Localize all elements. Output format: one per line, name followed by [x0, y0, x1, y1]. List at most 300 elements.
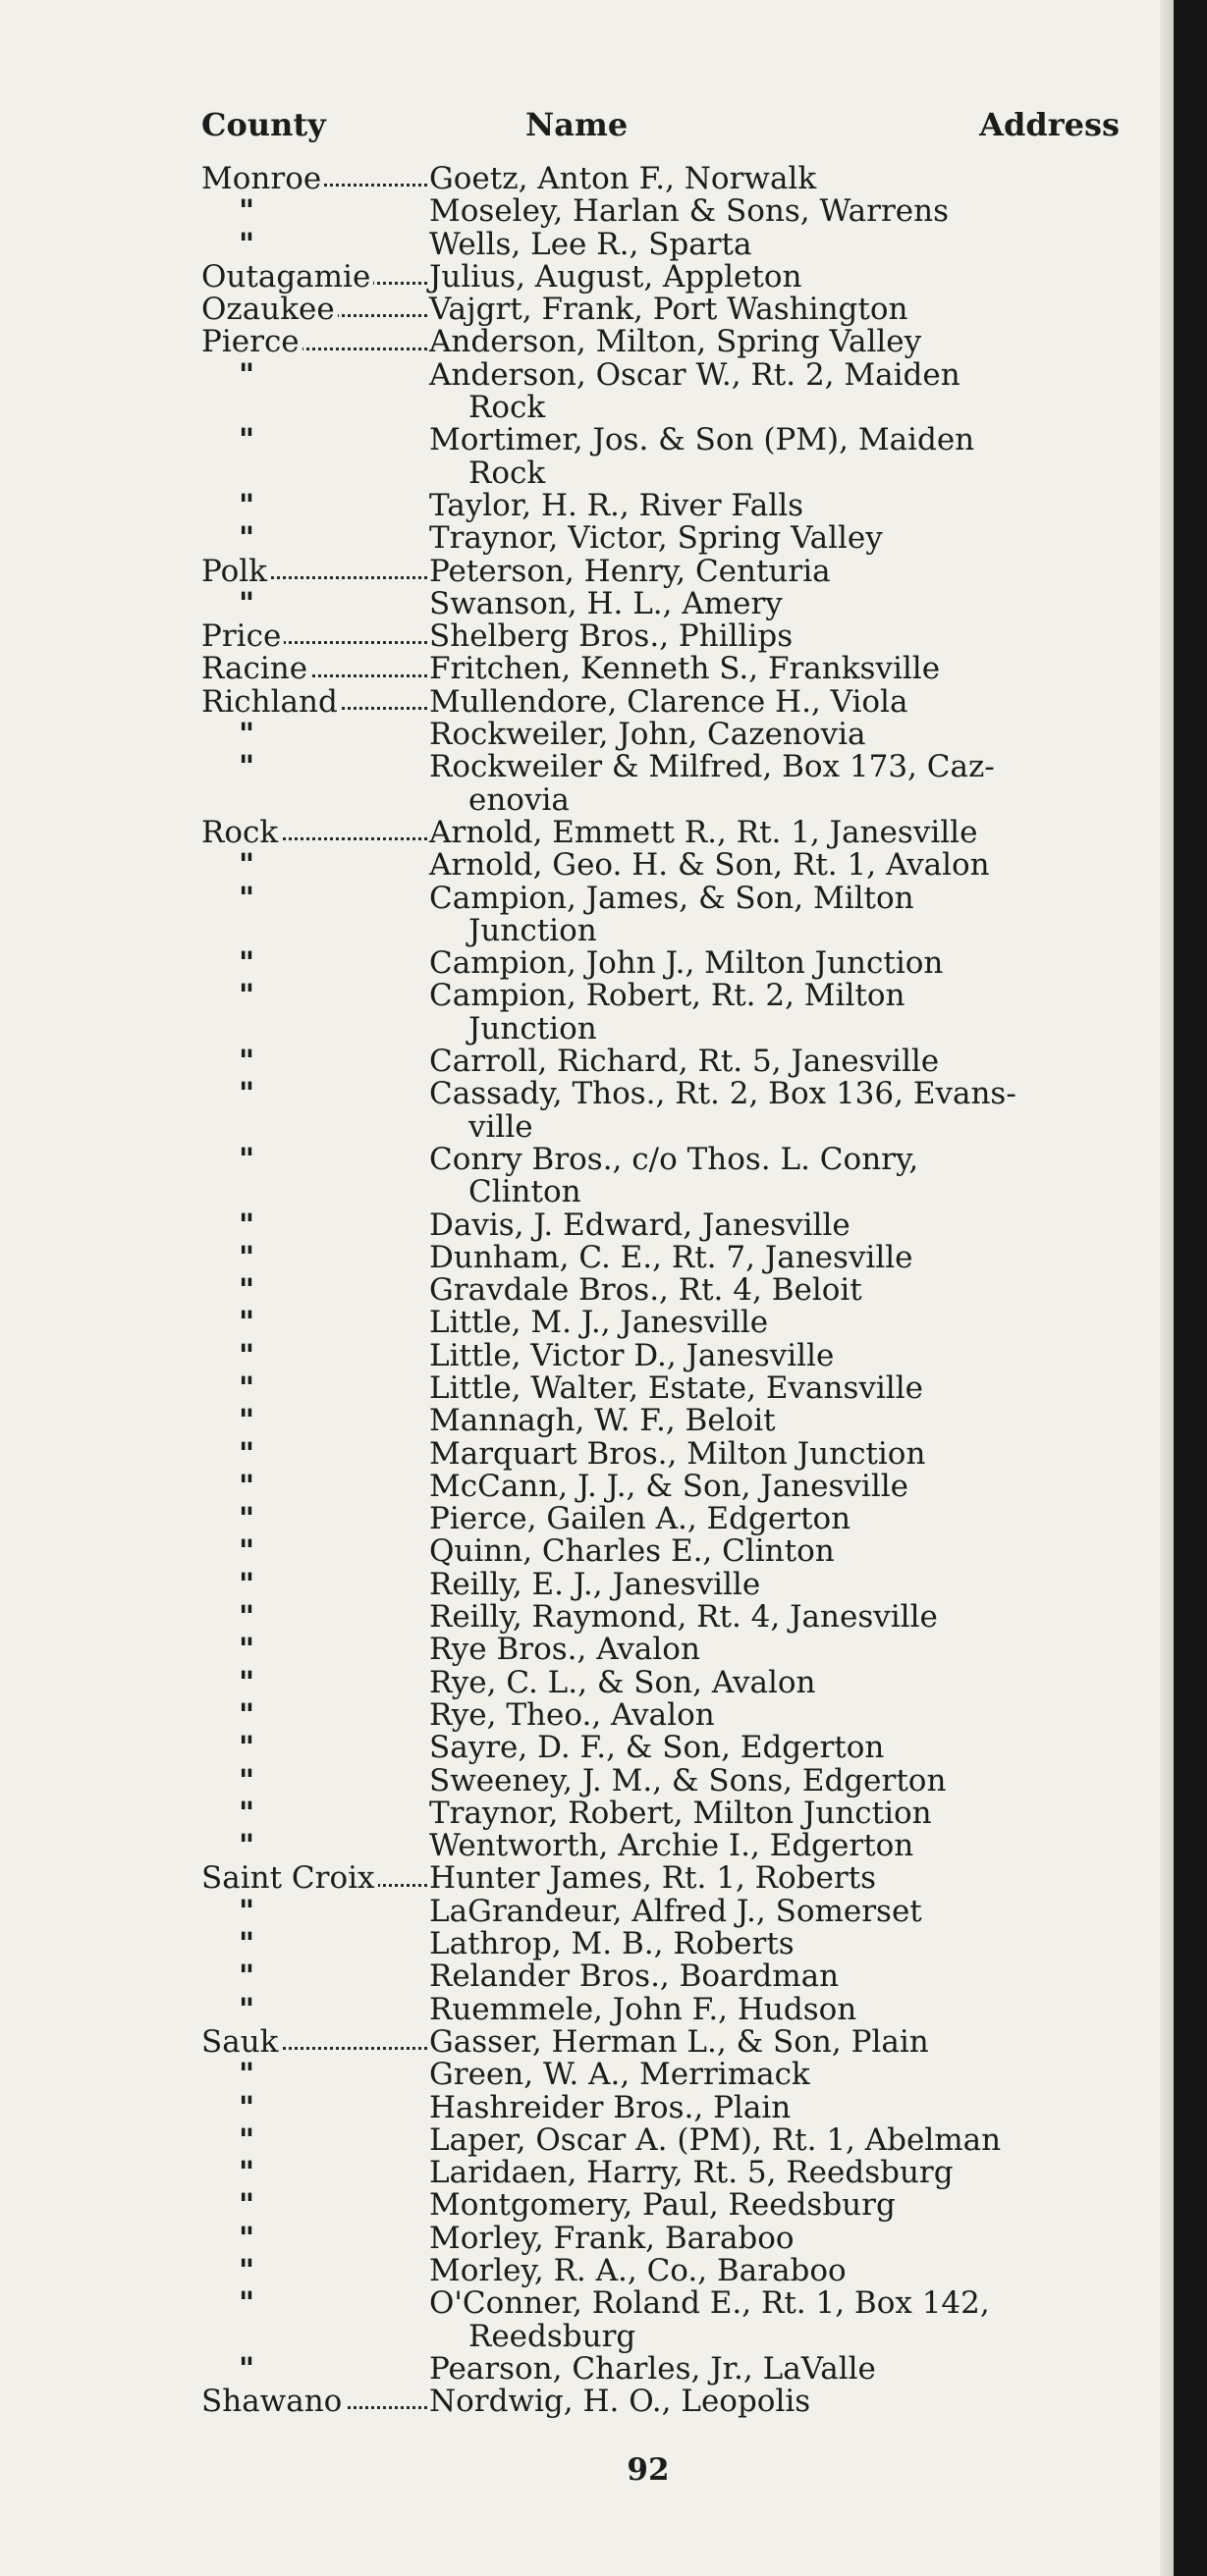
- directory-row: [201, 1239, 1125, 1275]
- county-text: ": [239, 1209, 257, 1242]
- entry-line: Reilly, E. J., Janesville: [429, 1566, 761, 1602]
- entry-name-address: [429, 1830, 1125, 1862]
- entry-line: Conry Bros., c/o Thos. L. Conry,: [429, 1141, 919, 1177]
- county-text: ": [239, 2189, 257, 2222]
- directory-row: [201, 751, 1125, 817]
- entry-line: Traynor, Robert, Milton Junction: [429, 1795, 932, 1831]
- entry-line: Ruemmele, John F., Hudson: [429, 1991, 857, 2027]
- entry-line: Marquart Bros., Milton Junction: [429, 1435, 926, 1472]
- county-text: Price: [201, 620, 284, 653]
- directory-row: [201, 2350, 1125, 2387]
- entry-name-address: [429, 1928, 1125, 1960]
- entry-line: Hunter James, Rt. 1, Roberts: [429, 1860, 877, 1897]
- county-text: Ozaukee: [201, 294, 338, 326]
- directory-row: [201, 1405, 1125, 1437]
- county-ditto-mark: [201, 2223, 429, 2255]
- county-ditto-mark: [201, 1569, 429, 1601]
- county-ditto-mark: [201, 2255, 429, 2287]
- directory-row: [201, 1307, 1125, 1339]
- entry-name-address: [429, 1078, 1125, 1144]
- county-ditto-mark: [201, 424, 429, 490]
- entry-name-address: [429, 226, 1125, 262]
- county-ditto-mark: [201, 1960, 429, 1993]
- entry-line: Morley, R. A., Co., Baraboo: [429, 2253, 847, 2288]
- entry-line: Wells, Lee R., Sparta: [429, 226, 752, 262]
- directory-row: [201, 1141, 1125, 1210]
- county-text: ": [239, 2059, 257, 2091]
- county-text: Racine: [201, 653, 310, 685]
- county-ditto-mark: [201, 1307, 429, 1339]
- entry-line: Rye, C. L., & Son, Avalon: [429, 1664, 816, 1700]
- county-name: [201, 163, 429, 195]
- entry-line: Traynor, Victor, Spring Valley: [429, 520, 883, 557]
- entry-name-address: [429, 1634, 1125, 1666]
- directory-row: [201, 585, 1125, 621]
- directory-row: [201, 294, 1125, 326]
- entry-name-address: [429, 356, 1125, 426]
- entry-line: Hashreider Bros., Plain: [429, 2089, 792, 2125]
- directory-row: [201, 1732, 1125, 1764]
- entry-continuation-line: Rock: [468, 390, 546, 426]
- entry-line: O'Conner, Roland E., Rt. 1, Box 142,: [429, 2285, 990, 2322]
- county-ditto-mark: [201, 1242, 429, 1274]
- county-text: ": [239, 1960, 257, 1993]
- entry-name-address: [429, 1893, 1125, 1929]
- directory-row: [201, 683, 1125, 720]
- entry-line: Green, W. A., Merrimack: [429, 2057, 810, 2093]
- county-text: ": [239, 1732, 257, 1764]
- directory-row: [201, 1928, 1125, 1960]
- entry-line: Shelberg Bros., Phillips: [429, 618, 794, 655]
- entry-name-address: [429, 585, 1125, 621]
- county-text: ": [239, 980, 257, 1013]
- entry-line: Anderson, Milton, Spring Valley: [429, 324, 922, 360]
- entry-name-address: [429, 1405, 1125, 1437]
- county-text: ": [239, 1078, 257, 1111]
- entry-line: Mullendore, Clarence H., Viola: [429, 683, 908, 720]
- county-text: ": [239, 1765, 257, 1798]
- entry-name-address: [429, 1141, 1125, 1210]
- county-name: [201, 1862, 429, 1895]
- entry-line: McCann, J. J., & Son, Janesville: [429, 1468, 909, 1504]
- entry-name-address: [429, 1274, 1125, 1307]
- entry-line: Wentworth, Archie I., Edgerton: [429, 1828, 914, 1864]
- entry-line: Rockweiler, John, Cazenovia: [429, 717, 866, 753]
- entry-line: Laper, Oscar A. (PM), Rt. 1, Abelman: [429, 2121, 1002, 2158]
- entry-continuation-line: enovia: [468, 781, 570, 818]
- county-name: [201, 2026, 429, 2059]
- entry-name-address: [429, 2350, 1125, 2387]
- county-text: ": [239, 359, 257, 393]
- directory-row: [201, 1664, 1125, 1700]
- county-ditto-mark: [201, 1438, 429, 1471]
- directory-row: [201, 424, 1125, 490]
- entry-name-address: [429, 751, 1125, 817]
- entry-line: Davis, J. Edward, Janesville: [429, 1207, 850, 1243]
- entry-name-address: [429, 1535, 1125, 1568]
- directory-row: [201, 1634, 1125, 1666]
- entry-line: Peterson, Henry, Centuria: [429, 553, 831, 589]
- entry-name-address: [429, 2023, 1125, 2060]
- entry-line: Campion, James, & Son, Milton: [429, 880, 914, 916]
- county-ditto-mark: [201, 1928, 429, 1960]
- header-address: Address: [979, 106, 1120, 143]
- directory-row: [201, 1209, 1125, 1242]
- county-text: ": [239, 2287, 257, 2321]
- entry-name-address: [429, 1503, 1125, 1535]
- entry-line: Relander Bros., Boardman: [429, 1959, 840, 1995]
- directory-row: [201, 258, 1125, 295]
- entry-line: Pearson, Charles, Jr., LaValle: [429, 2350, 876, 2387]
- county-text: ": [239, 1242, 257, 1274]
- entry-line: Fritchen, Kenneth S., Franksville: [429, 651, 941, 687]
- entry-name-address: [429, 2220, 1125, 2256]
- entry-name-address: [429, 849, 1125, 882]
- county-text: ": [239, 1274, 257, 1307]
- county-text: ": [239, 1830, 257, 1862]
- county-ditto-mark: [201, 1765, 429, 1798]
- entry-continuation-line: Junction: [468, 912, 597, 948]
- county-text: ": [239, 1144, 257, 1177]
- county-text: ": [239, 195, 257, 228]
- county-text: ": [239, 1340, 257, 1372]
- entry-line: Moseley, Harlan & Sons, Warrens: [429, 193, 950, 230]
- entry-line: Goetz, Anton F., Norwalk: [429, 161, 817, 196]
- county-text: ": [239, 947, 257, 980]
- county-ditto-mark: [201, 2157, 429, 2189]
- directory-row: [201, 2220, 1125, 2256]
- directory-row: [201, 2157, 1125, 2189]
- county-text: ": [239, 424, 257, 457]
- entry-name-address: [429, 522, 1125, 555]
- county-text: ": [239, 719, 257, 751]
- directory-row: [201, 947, 1125, 980]
- entry-name-address: [429, 2189, 1125, 2222]
- entry-name-address: [429, 2157, 1125, 2189]
- directory-row: [201, 1535, 1125, 1568]
- county-text: ": [239, 1307, 257, 1339]
- entry-continuation-line: Clinton: [468, 1174, 581, 1210]
- entry-name-address: [429, 653, 1125, 685]
- county-ditto-mark: [201, 195, 429, 228]
- county-ditto-mark: [201, 522, 429, 555]
- county-ditto-mark: [201, 1601, 429, 1634]
- directory-row: [201, 2386, 1125, 2418]
- entry-line: Taylor, H. R., River Falls: [429, 487, 804, 523]
- county-text: ": [239, 2092, 257, 2124]
- county-name: [201, 653, 429, 685]
- entry-name-address: [429, 1795, 1125, 1831]
- entry-line: Little, M. J., Janesville: [429, 1305, 769, 1341]
- entry-line: Mortimer, Jos. & Son (PM), Maiden: [429, 422, 975, 458]
- entry-name-address: [429, 294, 1125, 326]
- directory-row: [201, 487, 1125, 523]
- county-text: Outagamie: [201, 261, 373, 294]
- entry-line: Vajgrt, Frank, Port Washington: [429, 292, 908, 328]
- county-ditto-mark: [201, 1634, 429, 1666]
- entry-name-address: [429, 1664, 1125, 1700]
- entry-name-address: [429, 195, 1125, 228]
- entry-name-address: [429, 1369, 1125, 1406]
- entry-name-address: [429, 2089, 1125, 2125]
- entry-name-address: [429, 947, 1125, 980]
- directory-row: [201, 980, 1125, 1046]
- entry-line: Nordwig, H. O., Leopolis: [429, 2384, 811, 2420]
- county-text: ": [239, 2124, 257, 2157]
- county-name: [201, 261, 429, 294]
- directory-row: [201, 1274, 1125, 1307]
- entry-name-address: [429, 1209, 1125, 1242]
- entry-name-address: [429, 980, 1125, 1046]
- directory-row: [201, 849, 1125, 882]
- county-ditto-mark: [201, 719, 429, 751]
- entry-line: LaGrandeur, Alfred J., Somerset: [429, 1893, 922, 1929]
- directory-row: [201, 1046, 1125, 1078]
- county-ditto-mark: [201, 1535, 429, 1568]
- entry-name-address: [429, 1337, 1125, 1373]
- entry-line: Reilly, Raymond, Rt. 4, Janesville: [429, 1599, 938, 1636]
- county-ditto-mark: [201, 1372, 429, 1405]
- entry-line: Sweeney, J. M., & Sons, Edgerton: [429, 1762, 947, 1798]
- entry-name-address: [429, 1862, 1125, 1895]
- county-text: ": [239, 588, 257, 620]
- county-ditto-mark: [201, 490, 429, 522]
- county-ditto-mark: [201, 1144, 429, 1209]
- county-text: ": [239, 1667, 257, 1699]
- county-text: ": [239, 1503, 257, 1535]
- entry-line: Dunham, C. E., Rt. 7, Janesville: [429, 1239, 913, 1275]
- county-text: ": [239, 883, 257, 916]
- directory-row: [201, 195, 1125, 228]
- entry-line: Anderson, Oscar W., Rt. 2, Maiden: [429, 356, 960, 393]
- entry-line: Gasser, Herman L., & Son, Plain: [429, 2023, 929, 2060]
- entry-name-address: [429, 1732, 1125, 1764]
- entry-line: Campion, Robert, Rt. 2, Milton: [429, 978, 905, 1014]
- entry-line: Quinn, Charles E., Clinton: [429, 1533, 835, 1570]
- county-text: Richland: [201, 686, 341, 719]
- entry-name-address: [429, 2386, 1125, 2418]
- county-ditto-mark: [201, 1274, 429, 1307]
- entry-line: Sayre, D. F., & Son, Edgerton: [429, 1730, 885, 1766]
- directory-row: [201, 1503, 1125, 1535]
- page-number: 92: [627, 2452, 670, 2488]
- county-text: ": [239, 1569, 257, 1601]
- county-ditto-mark: [201, 2287, 429, 2353]
- county-name: [201, 817, 429, 849]
- entry-name-address: [429, 719, 1125, 751]
- county-ditto-mark: [201, 588, 429, 620]
- county-text: ": [239, 1634, 257, 1666]
- directory-row: [201, 2059, 1125, 2091]
- entry-name-address: [429, 258, 1125, 295]
- county-text: ": [239, 1405, 257, 1437]
- county-text: Shawano: [201, 2386, 345, 2418]
- directory-row: [201, 1960, 1125, 1993]
- header-county: County: [201, 106, 326, 143]
- entry-name-address: [429, 326, 1125, 358]
- directory-row: [201, 2121, 1125, 2158]
- county-ditto-mark: [201, 751, 429, 817]
- county-text: ": [239, 849, 257, 882]
- entry-line: Swanson, H. L., Amery: [429, 585, 783, 621]
- county-ditto-mark: [201, 359, 429, 425]
- entry-name-address: [429, 620, 1125, 653]
- entry-line: Little, Walter, Estate, Evansville: [429, 1369, 923, 1406]
- county-text: ": [239, 490, 257, 522]
- county-text: ": [239, 1438, 257, 1471]
- county-ditto-mark: [201, 2124, 429, 2157]
- entry-name-address: [429, 1762, 1125, 1798]
- directory-row: [201, 356, 1125, 426]
- county-text: ": [239, 2353, 257, 2386]
- entry-line: Pierce, Gailen A., Edgerton: [429, 1501, 851, 1537]
- county-ditto-mark: [201, 2353, 429, 2386]
- county-text: ": [239, 1601, 257, 1634]
- county-text: ": [239, 751, 257, 784]
- entry-line: Mannagh, W. F., Beloit: [429, 1403, 776, 1439]
- directory-row: [201, 226, 1125, 262]
- entry-name-address: [429, 1601, 1125, 1634]
- entry-name-address: [429, 424, 1125, 490]
- entry-name-address: [429, 1239, 1125, 1275]
- directory-row: [201, 163, 1125, 195]
- entry-name-address: [429, 2121, 1125, 2158]
- directory-row: [201, 1795, 1125, 1831]
- entry-name-address: [429, 1468, 1125, 1504]
- county-ditto-mark: [201, 980, 429, 1046]
- county-ditto-mark: [201, 2092, 429, 2124]
- entry-name-address: [429, 814, 1125, 850]
- county-text: ": [239, 1994, 257, 2026]
- entry-line: Arnold, Emmett R., Rt. 1, Janesville: [429, 814, 978, 850]
- directory-row: [201, 653, 1125, 685]
- directory-row: [201, 2023, 1125, 2060]
- county-text: ": [239, 1372, 257, 1405]
- directory-row: [201, 2255, 1125, 2287]
- directory-row: [201, 620, 1125, 653]
- county-ditto-mark: [201, 1896, 429, 1928]
- county-text: Sauk: [201, 2026, 281, 2059]
- directory-row: [201, 1830, 1125, 1862]
- county-ditto-mark: [201, 1078, 429, 1144]
- county-text: Monroe: [201, 163, 324, 195]
- entry-line: Carroll, Richard, Rt. 5, Janesville: [429, 1044, 940, 1080]
- county-name: [201, 326, 429, 358]
- county-name: [201, 686, 429, 719]
- county-ditto-mark: [201, 1798, 429, 1830]
- county-ditto-mark: [201, 1732, 429, 1764]
- entry-name-address: [429, 1046, 1125, 1078]
- county-ditto-mark: [201, 1699, 429, 1732]
- county-ditto-mark: [201, 1503, 429, 1535]
- entry-line: Rye, Theo., Avalon: [429, 1696, 715, 1733]
- directory-row: [201, 1862, 1125, 1895]
- county-name: [201, 556, 429, 588]
- county-ditto-mark: [201, 849, 429, 882]
- entry-name-address: [429, 553, 1125, 589]
- entry-name-address: [429, 683, 1125, 720]
- entry-name-address: [429, 2255, 1125, 2287]
- county-ditto-mark: [201, 229, 429, 261]
- entry-line: Gravdale Bros., Rt. 4, Beloit: [429, 1272, 862, 1309]
- entry-line: Julius, August, Appleton: [429, 258, 802, 295]
- directory-row: [201, 1601, 1125, 1634]
- directory-row: [201, 326, 1125, 358]
- entry-name-address: [429, 880, 1125, 948]
- directory-row: [201, 2287, 1125, 2353]
- county-text: Rock: [201, 817, 281, 849]
- entry-name-address: [429, 487, 1125, 523]
- county-ditto-mark: [201, 1830, 429, 1862]
- page-binding-edge: [1174, 0, 1207, 2576]
- county-ditto-mark: [201, 2189, 429, 2222]
- entry-line: Laridaen, Harry, Rt. 5, Reedsburg: [429, 2155, 954, 2191]
- directory-row: [201, 1078, 1125, 1144]
- entry-line: Rye Bros., Avalon: [429, 1632, 700, 1668]
- entry-line: Morley, Frank, Baraboo: [429, 2220, 795, 2256]
- directory-row: [201, 2089, 1125, 2125]
- county-text: ": [239, 1535, 257, 1568]
- county-ditto-mark: [201, 1046, 429, 1078]
- entry-name-address: [429, 1696, 1125, 1733]
- entry-line: Arnold, Geo. H. & Son, Rt. 1, Avalon: [429, 847, 990, 884]
- directory-row: [201, 719, 1125, 751]
- county-ditto-mark: [201, 1994, 429, 2026]
- county-name: [201, 294, 429, 326]
- county-ditto-mark: [201, 1340, 429, 1372]
- entry-continuation-line: ville: [468, 1108, 533, 1145]
- directory-row: [201, 880, 1125, 948]
- entry-continuation-line: Reedsburg: [468, 2318, 636, 2354]
- county-text: ": [239, 1928, 257, 1960]
- county-text: ": [239, 1699, 257, 1732]
- entry-name-address: [429, 163, 1125, 195]
- entry-name-address: [429, 1307, 1125, 1339]
- county-ditto-mark: [201, 1405, 429, 1437]
- county-text: Saint Croix: [201, 1862, 378, 1895]
- directory-row: [201, 1369, 1125, 1406]
- directory-row: [201, 1762, 1125, 1798]
- directory-row: [201, 522, 1125, 555]
- county-name: [201, 2386, 429, 2418]
- directory-row: [201, 814, 1125, 850]
- entry-line: Montgomery, Paul, Reedsburg: [429, 2187, 896, 2224]
- entry-name-address: [429, 1435, 1125, 1472]
- county-ditto-mark: [201, 883, 429, 948]
- entry-name-address: [429, 1991, 1125, 2027]
- directory-row: [201, 2189, 1125, 2222]
- entry-name-address: [429, 2059, 1125, 2091]
- directory-row: [201, 1435, 1125, 1472]
- entry-line: Little, Victor D., Janesville: [429, 1337, 835, 1373]
- directory-row: [201, 1468, 1125, 1504]
- county-text: ": [239, 229, 257, 261]
- entry-line: Rockweiler & Milfred, Box 173, Caz-: [429, 749, 995, 785]
- entry-name-address: [429, 1960, 1125, 1993]
- directory-row: [201, 553, 1125, 589]
- directory-row: [201, 1696, 1125, 1733]
- header-name: Name: [525, 106, 629, 143]
- directory-row: [201, 1893, 1125, 1929]
- entry-name-address: [429, 2287, 1125, 2353]
- county-text: Polk: [201, 556, 270, 588]
- county-ditto-mark: [201, 1209, 429, 1242]
- county-text: ": [239, 1046, 257, 1078]
- county-text: ": [239, 2157, 257, 2189]
- county-ditto-mark: [201, 947, 429, 980]
- directory-row: [201, 1337, 1125, 1373]
- entry-line: Lathrop, M. B., Roberts: [429, 1926, 795, 1962]
